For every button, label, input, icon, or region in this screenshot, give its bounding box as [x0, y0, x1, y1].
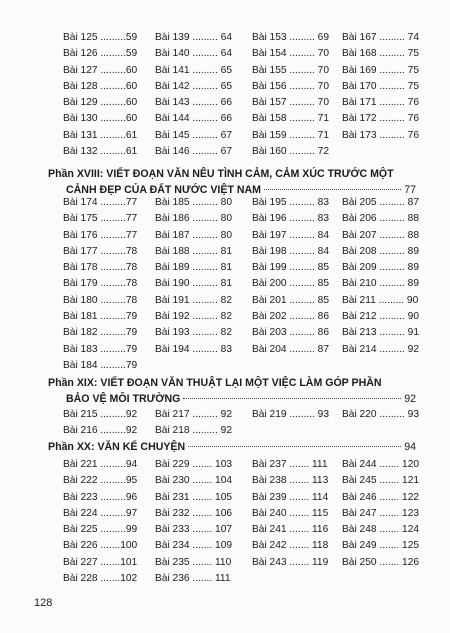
toc-entry: Bài 202 ......... 86	[252, 311, 330, 323]
toc-entry: Bài 198 ......... 84	[252, 245, 330, 257]
toc-entry: Bài 169 ......... 75	[342, 64, 420, 76]
toc-entry: Bài 226 .......100	[63, 540, 138, 552]
section-page-number: 94	[404, 441, 416, 453]
toc-entry: Bài 222 .........95	[63, 475, 138, 487]
toc-entry: Bài 221 .........94	[63, 459, 138, 470]
toc-entry: Bài 243 ....... 119	[252, 556, 329, 568]
toc-entry: Bài 195 ......... 83	[252, 197, 330, 208]
toc-entry: Bài 203 ......... 86	[252, 327, 330, 339]
section-page-number: 77	[404, 183, 416, 196]
section-heading-line1: Phần XIX: VIẾT ĐOẠN VĂN THUẬT LẠI MỘT VIỆC LÀM GÓP PHẦN	[48, 377, 382, 389]
dot-leader	[188, 446, 401, 447]
toc-grid	[63, 457, 420, 587]
toc-entry: Bài 186 ......... 80	[155, 213, 233, 225]
toc-entry: Bài 130 .........60	[63, 113, 138, 125]
toc-entry: Bài 185 ......... 80	[155, 197, 233, 208]
toc-entry: Bài 145 ......... 67	[155, 129, 233, 141]
toc-entry	[342, 571, 420, 587]
toc-grid	[63, 30, 420, 160]
toc-entry: Bài 143 ......... 66	[155, 97, 233, 109]
section-heading-line2: CẢNH ĐẸP CỦA ĐẤT NƯỚC VIỆT NAM	[66, 183, 261, 196]
section-heading-xviii	[48, 167, 416, 198]
toc-entry: Bài 190 ......... 81	[155, 278, 233, 290]
toc-entry: Bài 142 ......... 65	[155, 80, 233, 92]
toc-entry	[155, 358, 252, 374]
toc-entry	[252, 571, 342, 587]
toc-entry: Bài 177 .........78	[63, 245, 138, 257]
toc-entry: Bài 154 ......... 70	[252, 48, 330, 60]
toc-entry: Bài 210 ......... 89	[342, 278, 420, 290]
toc-entry: Bài 227 .......101	[63, 556, 138, 568]
toc-entry: Bài 236 ....... 111	[155, 573, 231, 585]
toc-entry: Bài 242 ....... 118	[252, 540, 329, 552]
dot-leader	[183, 398, 401, 399]
toc-entry: Bài 140 ......... 64	[155, 48, 233, 60]
toc-entry: Bài 141 ......... 65	[155, 64, 233, 76]
toc-entry: Bài 179 .........78	[63, 278, 138, 290]
toc-entry: Bài 212 ......... 90	[342, 311, 420, 323]
toc-entry: Bài 218 ......... 92	[155, 425, 233, 437]
toc-entry: Bài 176 .........77	[63, 229, 138, 241]
toc-entry: Bài 159 ......... 71	[252, 129, 330, 141]
toc-entry: Bài 208 ......... 89	[342, 245, 420, 257]
toc-entry: Bài 139 ......... 64	[155, 32, 233, 43]
toc-entry: Bài 192 ......... 82	[155, 311, 233, 323]
toc-entry: Bài 205 ......... 87	[342, 197, 420, 208]
toc-entry: Bài 217 ......... 92	[155, 409, 233, 420]
toc-entry: Bài 228 .......102	[63, 573, 138, 585]
toc-entry: Bài 189 ......... 81	[155, 262, 233, 274]
toc-entry: Bài 181 .........79	[63, 311, 138, 323]
toc-grid	[63, 407, 420, 440]
toc-entry: Bài 197 ......... 84	[252, 229, 330, 241]
toc-entry: Bài 216 .........92	[63, 425, 138, 437]
toc-entry	[342, 358, 420, 374]
toc-entry	[342, 423, 420, 439]
section-heading-xix	[48, 376, 416, 407]
toc-entry: Bài 184 .........79	[63, 359, 138, 371]
toc-entry: Bài 220 ......... 93	[342, 409, 420, 420]
toc-entry: Bài 191 ......... 82	[155, 294, 233, 306]
toc-entry: Bài 219 ......... 93	[252, 409, 330, 420]
toc-entry: Bài 237 ....... 111	[252, 459, 328, 470]
toc-entry: Bài 156 ......... 70	[252, 80, 330, 92]
toc-entry: Bài 158 ......... 71	[252, 113, 330, 125]
toc-entry: Bài 201 ......... 85	[252, 294, 330, 306]
section-heading-line1: Phần XX: VĂN KỂ CHUYỆN	[48, 441, 186, 453]
toc-entry: Bài 248 ....... 124	[342, 524, 420, 536]
toc-entry: Bài 231 ....... 105	[155, 491, 233, 503]
toc-entry: Bài 128 .........60	[63, 80, 138, 92]
toc-entry: Bài 127 .........60	[63, 64, 138, 76]
toc-entry: Bài 126 .........59	[63, 48, 138, 60]
toc-entry: Bài 244 ....... 120	[342, 459, 420, 470]
toc-entry	[252, 358, 342, 374]
toc-entry: Bài 187 ......... 80	[155, 229, 233, 241]
toc-entry: Bài 223 .........96	[63, 491, 138, 503]
toc-entry: Bài 193 ......... 82	[155, 327, 233, 339]
section-heading-xx	[48, 440, 416, 456]
toc-entry: Bài 182 .........79	[63, 327, 138, 339]
toc-entry: Bài 194 ......... 83	[155, 343, 233, 355]
toc-entry: Bài 168 ......... 75	[342, 48, 420, 60]
toc-entry: Bài 225 .........99	[63, 524, 138, 536]
toc-entry: Bài 157 ......... 70	[252, 97, 330, 109]
toc-entry: Bài 160 ......... 72	[252, 146, 330, 158]
toc-entry	[252, 423, 342, 439]
toc-entry: Bài 146 ......... 67	[155, 146, 233, 158]
section-heading-line1: Phần XVIII: VIẾT ĐOẠN VĂN NÊU TÌNH CẢM, CẢM XÚC TRƯỚC MỘT	[48, 168, 394, 180]
toc-entry: Bài 132 .........61	[63, 146, 138, 158]
toc-entry: Bài 245 ....... 121	[342, 475, 420, 487]
toc-entry: Bài 172 ......... 76	[342, 113, 420, 125]
section-page-number: 92	[404, 392, 416, 405]
toc-entry: Bài 246 ....... 122	[342, 491, 420, 503]
toc-entry: Bài 239 ....... 114	[252, 491, 329, 503]
toc-entry: Bài 234 ....... 109	[155, 540, 233, 552]
toc-entry: Bài 214 ......... 92	[342, 343, 420, 355]
toc-entry: Bài 178 .........78	[63, 262, 138, 274]
toc-entry: Bài 131 .........61	[63, 129, 138, 141]
toc-entry: Bài 240 ....... 115	[252, 507, 329, 519]
toc-entry: Bài 211 ......... 90	[342, 294, 419, 306]
toc-entry: Bài 207 ......... 88	[342, 229, 420, 241]
toc-entry: Bài 196 ......... 83	[252, 213, 330, 225]
toc-entry: Bài 167 ......... 74	[342, 32, 420, 43]
section-heading-line2: BẢO VỆ MÔI TRƯỜNG	[66, 392, 181, 405]
toc-entry: Bài 180 .........78	[63, 294, 138, 306]
toc-entry: Bài 199 ......... 85	[252, 262, 330, 274]
toc-entry: Bài 174 .........77	[63, 197, 138, 208]
toc-entry: Bài 153 ......... 69	[252, 32, 330, 43]
toc-entry: Bài 155 ......... 70	[252, 64, 330, 76]
toc-entry: Bài 204 ......... 87	[252, 343, 330, 355]
toc-entry: Bài 230 ....... 104	[155, 475, 233, 487]
toc-entry: Bài 250 ....... 126	[342, 556, 420, 568]
toc-entry: Bài 188 ......... 81	[155, 245, 233, 257]
toc-entry: Bài 229 ....... 103	[155, 459, 233, 470]
toc-entry: Bài 200 ......... 85	[252, 278, 330, 290]
toc-entry	[342, 144, 420, 160]
toc-entry: Bài 215 .........92	[63, 409, 138, 420]
toc-entry: Bài 241 ....... 116	[252, 524, 329, 536]
toc-entry: Bài 129 .........60	[63, 97, 138, 109]
toc-entry: Bài 249 ....... 125	[342, 540, 420, 552]
toc-entry: Bài 170 ......... 75	[342, 80, 420, 92]
toc-entry: Bài 247 ....... 123	[342, 507, 420, 519]
toc-entry: Bài 232 ....... 106	[155, 507, 233, 519]
toc-entry: Bài 233 ....... 107	[155, 524, 233, 536]
toc-entry: Bài 209 ......... 89	[342, 262, 420, 274]
toc-entry: Bài 173 ......... 76	[342, 129, 420, 141]
toc-entry: Bài 213 ......... 91	[342, 327, 420, 339]
toc-entry: Bài 238 ....... 113	[252, 475, 329, 487]
toc-entry: Bài 206 ......... 88	[342, 213, 420, 225]
toc-entry: Bài 235 ....... 110	[155, 556, 232, 568]
toc-entry: Bài 175 .........77	[63, 213, 138, 225]
toc-entry: Bài 144 ......... 66	[155, 113, 233, 125]
dot-leader	[264, 189, 401, 190]
toc-entry: Bài 183 .........79	[63, 343, 138, 355]
toc-entry: Bài 171 ......... 76	[342, 97, 420, 109]
page-number: 128	[34, 597, 53, 609]
toc-entry: Bài 224 .........97	[63, 507, 138, 519]
toc-grid	[63, 195, 420, 374]
toc-entry: Bài 125 .........59	[63, 32, 138, 43]
